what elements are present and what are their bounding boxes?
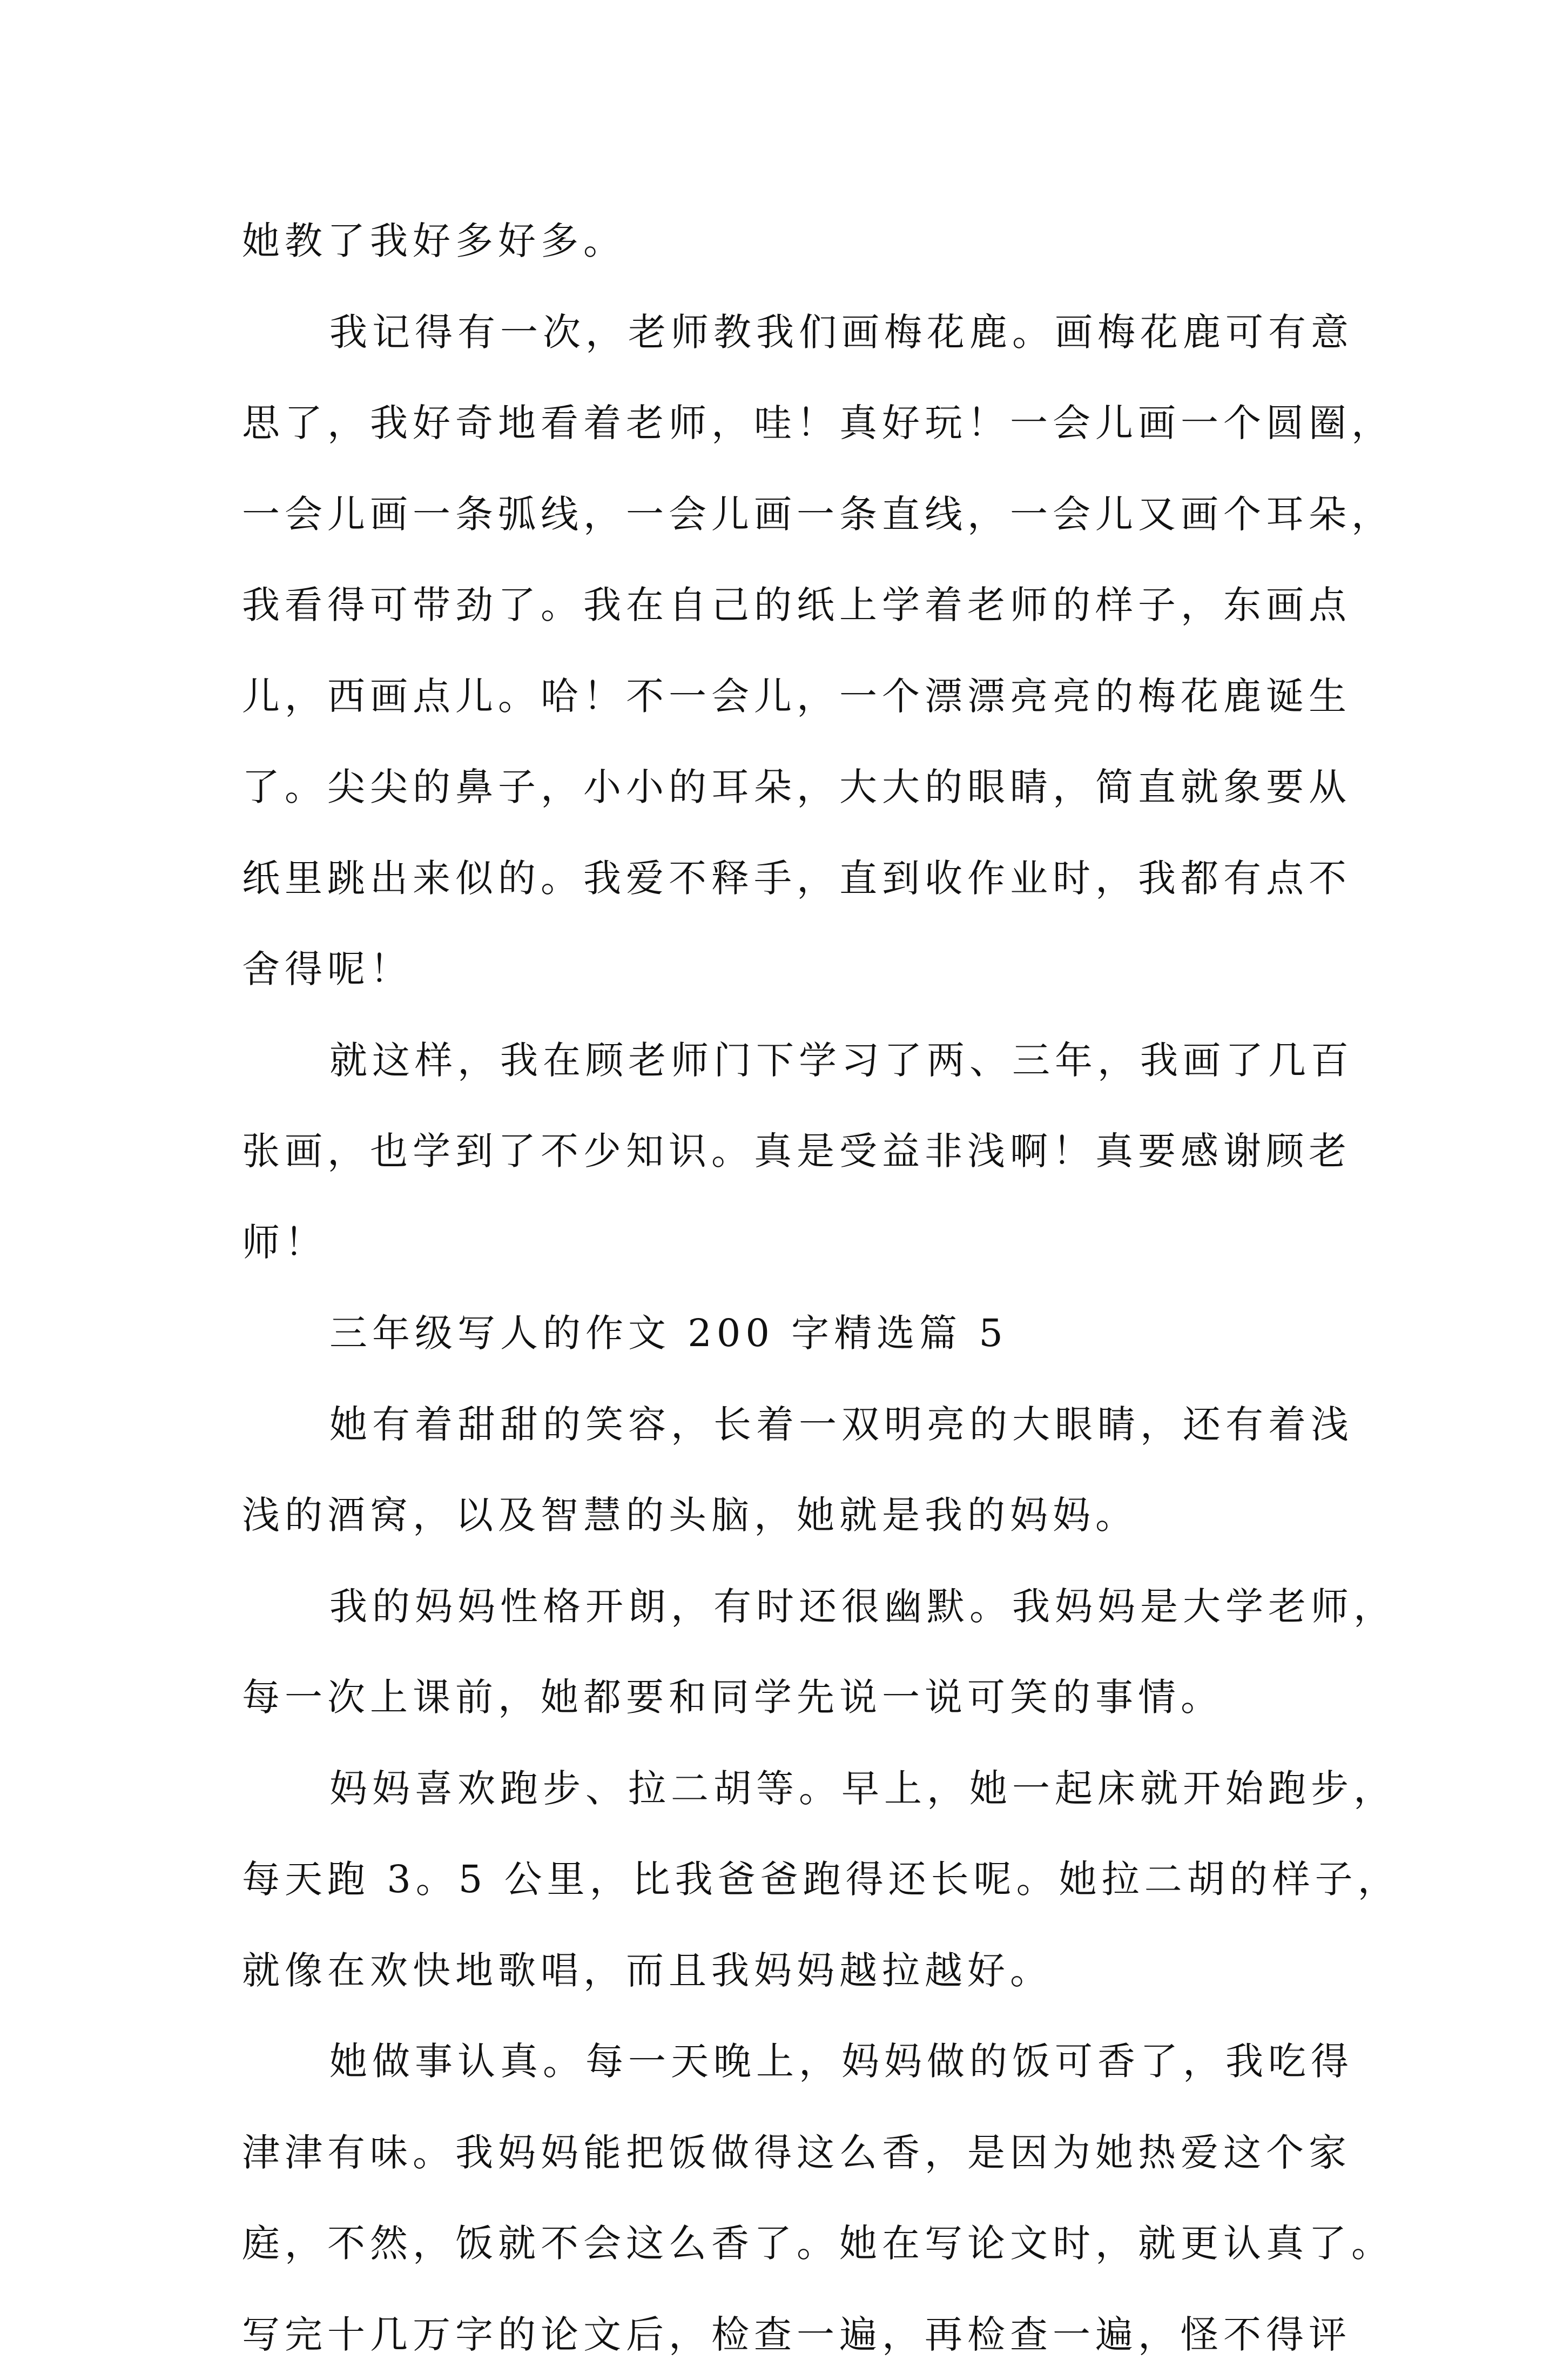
text-line: 一会儿画一条弧线，一会儿画一条直线，一会儿又画个耳朵，	[242, 469, 1328, 560]
text-line: 每天跑 3。5 公里，比我爸爸跑得还长呢。她拉二胡的样子，	[242, 1834, 1328, 1925]
text-line: 妈妈喜欢跑步、拉二胡等。早上，她一起床就开始跑步，	[242, 1743, 1328, 1834]
text-line: 就像在欢快地歌唱，而且我妈妈越拉越好。	[242, 1925, 1328, 2016]
text-line: 思了，我好奇地看着老师，哇！真好玩！一会儿画一个圆圈，	[242, 378, 1328, 469]
text-line: 津津有味。我妈妈能把饭做得这么香，是因为她热爱这个家	[242, 2107, 1328, 2199]
text-line: 我记得有一次，老师教我们画梅花鹿。画梅花鹿可有意	[242, 287, 1328, 378]
text-line: 我的妈妈性格开朗，有时还很幽默。我妈妈是大学老师，	[242, 1561, 1328, 1652]
text-line: 儿，西画点儿。哈！不一会儿，一个漂漂亮亮的梅花鹿诞生	[242, 651, 1328, 742]
text-line: 张画，也学到了不少知识。真是受益非浅啊！真要感谢顾老	[242, 1106, 1328, 1197]
document-body	[242, 196, 1328, 2380]
text-line: 就这样，我在顾老师门下学习了两、三年，我画了几百	[242, 1015, 1328, 1106]
text-line: 庭，不然，饭就不会这么香了。她在写论文时，就更认真了。	[242, 2198, 1328, 2289]
text-line: 纸里跳出来似的。我爱不释手，直到收作业时，我都有点不	[242, 833, 1328, 924]
section-heading: 三年级写人的作文 200 字精选篇 5	[242, 1288, 1328, 1379]
text-line: 写完十几万字的论文后，检查一遍，再检查一遍，怪不得评	[242, 2289, 1328, 2380]
text-line: 舍得呢！	[242, 924, 1328, 1015]
text-line: 师！	[242, 1197, 1328, 1288]
text-line: 我看得可带劲了。我在自己的纸上学着老师的样子，东画点	[242, 560, 1328, 651]
text-line: 她做事认真。每一天晚上，妈妈做的饭可香了，我吃得	[242, 2016, 1328, 2107]
text-line: 她有着甜甜的笑容，长着一双明亮的大眼睛，还有着浅	[242, 1379, 1328, 1470]
text-line: 她教了我好多好多。	[242, 196, 1328, 287]
text-line: 了。尖尖的鼻子，小小的耳朵，大大的眼睛，简直就象要从	[242, 742, 1328, 833]
text-line: 浅的酒窝，以及智慧的头脑，她就是我的妈妈。	[242, 1470, 1328, 1561]
text-line: 每一次上课前，她都要和同学先说一说可笑的事情。	[242, 1652, 1328, 1743]
